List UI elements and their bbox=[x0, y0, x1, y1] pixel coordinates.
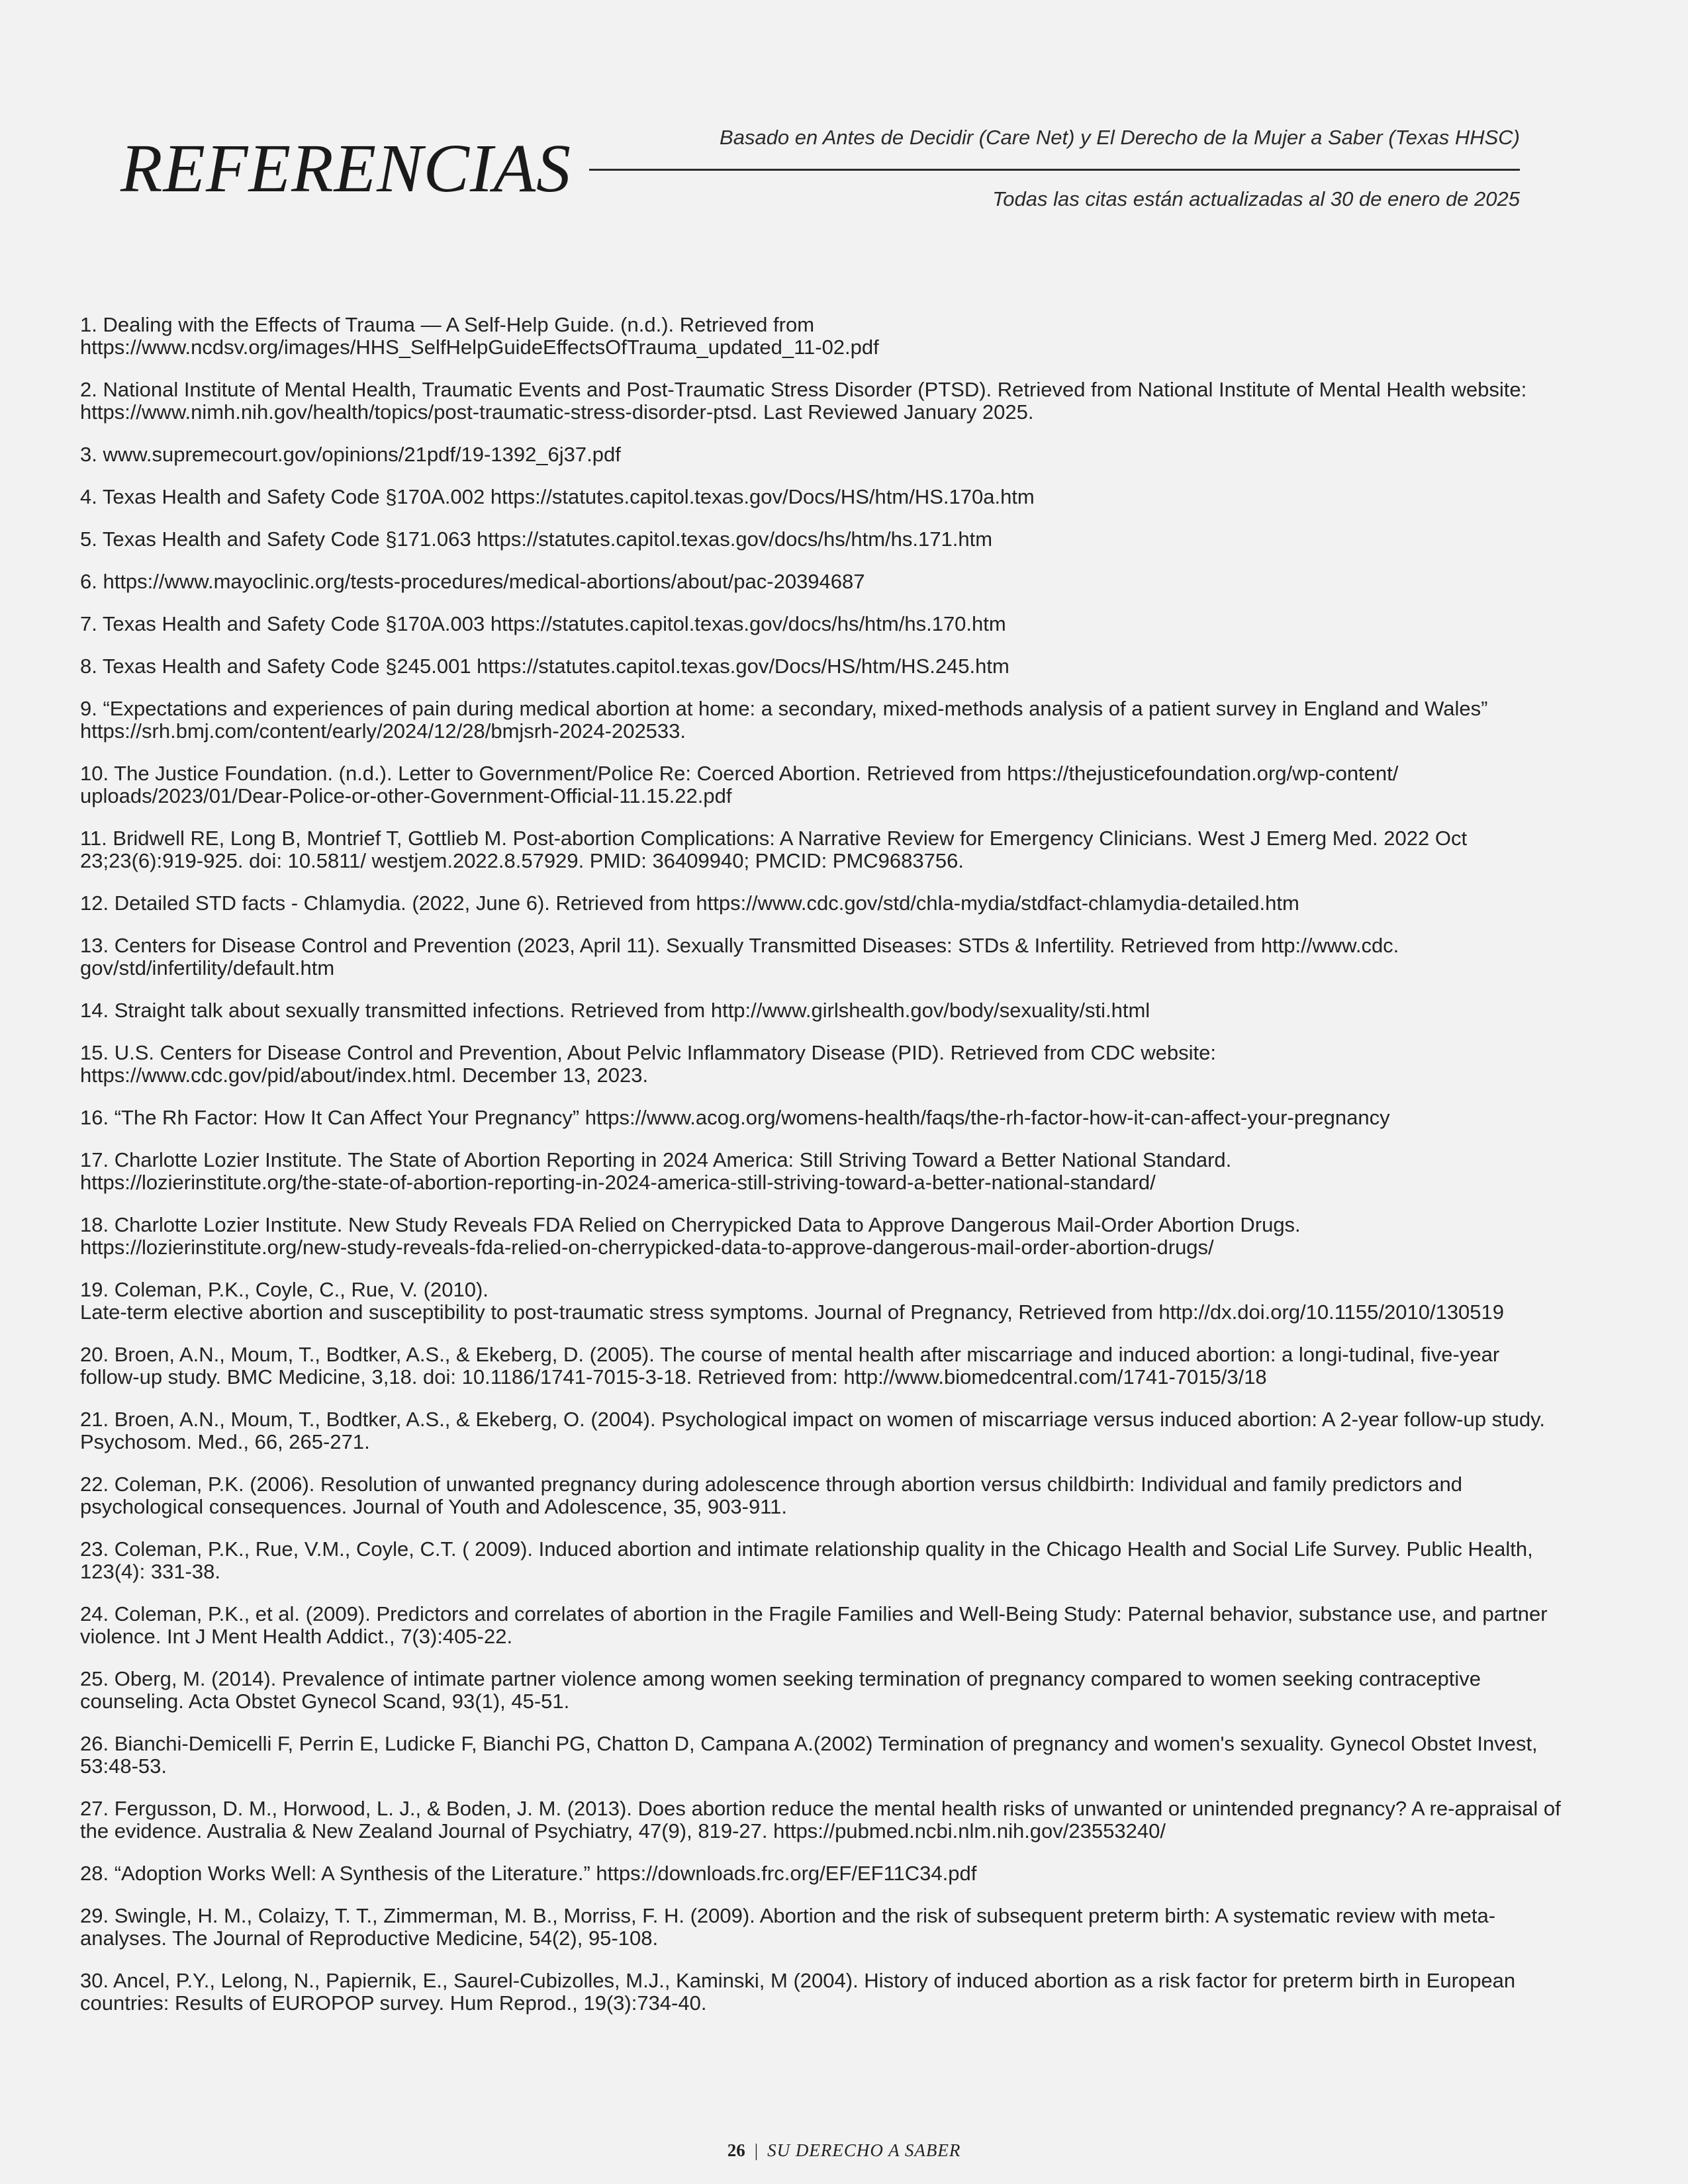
reference-text: 13. Centers for Disease Control and Prevention (2023, April 11). Sexually Transmitted Diseases: STDs & Infertility. Retrieved from http://www.cdc. bbox=[80, 934, 1399, 957]
reference-text: analyses. The Journal of Reproductive Medicine, 54(2), 95-108. bbox=[80, 1927, 659, 1950]
reference-item bbox=[80, 827, 1609, 872]
page-title: REFERENCIAS bbox=[120, 130, 572, 206]
page-number: 26 bbox=[727, 2140, 745, 2160]
reference-text: 123(4): 331-38. bbox=[80, 1560, 220, 1583]
reference-text: https://srh.bmj.com/content/early/2024/12/28/bmjsrh-2024-202533. bbox=[80, 719, 686, 743]
reference-text: 26. Bianchi-Demicelli F, Perrin E, Ludicke F, Bianchi PG, Chatton D, Campana A.(2002) Termination of pregnancy and women's sexuality. Gynecol Obstet Invest, bbox=[80, 1732, 1538, 1755]
reference-text: violence. Int J Ment Health Addict., 7(3):405-22. bbox=[80, 1625, 513, 1648]
reference-item bbox=[80, 528, 1609, 551]
reference-text: 11. Bridwell RE, Long B, Montrief T, Gottlieb M. Post-abortion Complications: A Narrative Review for Emergency Clinicians. West J Emerg Med. 2022 Oct bbox=[80, 827, 1468, 850]
reference-text: 53:48-53. bbox=[80, 1754, 167, 1778]
header-subtitle: Basado en Antes de Decidir (Care Net) y El Derecho de la Mujer a Saber (Texas HHSC) bbox=[720, 126, 1520, 149]
reference-text: uploads/2023/01/Dear-Police-or-other-Government-Official-11.15.22.pdf bbox=[80, 784, 732, 807]
reference-text: 6. https://www.mayoclinic.org/tests-procedures/medical-abortions/about/pac-20394687 bbox=[80, 570, 865, 593]
reference-text: follow-up study. BMC Medicine, 3,18. doi: 10.1186/1741-7015-3-18. Retrieved from: http://www.biomedcentral.com/1741-7015/3/18 bbox=[80, 1365, 1267, 1388]
reference-list bbox=[80, 314, 1609, 2034]
reference-item bbox=[80, 1042, 1609, 1087]
reference-text: 14. Straight talk about sexually transmitted infections. Retrieved from http://www.girlshealth.gov/body/sexuality/sti.html bbox=[80, 999, 1150, 1022]
reference-item bbox=[80, 379, 1609, 424]
reference-item bbox=[80, 1408, 1609, 1453]
reference-item bbox=[80, 762, 1609, 807]
reference-text: 23;23(6):919-925. doi: 10.5811/ westjem.2022.8.57929. PMID: 36409940; PMCID: PMC9683756. bbox=[80, 849, 964, 872]
reference-item bbox=[80, 655, 1609, 678]
reference-item bbox=[80, 934, 1609, 979]
reference-item bbox=[80, 698, 1609, 743]
reference-text: 30. Ancel, P.Y., Lelong, N., Papiernik, E., Saurel-Cubizolles, M.J., Kaminski, M (2004). History of induced abortion as a risk factor for preterm birth in European bbox=[80, 1969, 1516, 1992]
reference-text: https://lozierinstitute.org/new-study-reveals-fda-relied-on-cherrypicked-data-to-approve-dangerous-mail-order-abortion-drugs/ bbox=[80, 1236, 1214, 1259]
reference-text: 18. Charlotte Lozier Institute. New Study Reveals FDA Relied on Cherrypicked Data to Approve Dangerous Mail-Order Abortion Drugs. bbox=[80, 1213, 1301, 1236]
reference-item bbox=[80, 999, 1609, 1022]
reference-text: 17. Charlotte Lozier Institute. The State of Abortion Reporting in 2024 America: Still Striving Toward a Better National Standard. bbox=[80, 1148, 1232, 1171]
reference-text: 25. Oberg, M. (2014). Prevalence of intimate partner violence among women seeking termination of pregnancy compared to women seeking contraceptive bbox=[80, 1667, 1481, 1690]
reference-text: https://www.ncdsv.org/images/HHS_SelfHelpGuideEffectsOfTrauma_updated_11-02.pdf bbox=[80, 336, 879, 359]
reference-item bbox=[80, 613, 1609, 635]
reference-text: 2. National Institute of Mental Health, Traumatic Events and Post-Traumatic Stress Disorder (PTSD). Retrieved from National Institute of Mental Health website: bbox=[80, 378, 1527, 401]
reference-text: 10. The Justice Foundation. (n.d.). Letter to Government/Police Re: Coerced Abortion. Retrieved from https://thejusticefoundation.org/wp-content/ bbox=[80, 762, 1399, 785]
reference-item bbox=[80, 1149, 1609, 1194]
reference-item bbox=[80, 1733, 1609, 1778]
reference-item bbox=[80, 1862, 1609, 1885]
reference-item bbox=[80, 1797, 1609, 1843]
reference-text: 12. Detailed STD facts - Chlamydia. (2022, June 6). Retrieved from https://www.cdc.gov/std/chla-mydia/stdfact-chlamydia-detailed.htm bbox=[80, 891, 1299, 915]
header-date-note: Todas las citas están actualizadas al 30 de enero de 2025 bbox=[992, 187, 1520, 210]
reference-text: psychological consequences. Journal of Youth and Adolescence, 35, 903-911. bbox=[80, 1495, 787, 1518]
reference-item bbox=[80, 1279, 1609, 1324]
reference-text: https://www.nimh.nih.gov/health/topics/post-traumatic-stress-disorder-ptsd. Last Reviewed January 2025. bbox=[80, 400, 1034, 424]
reference-item bbox=[80, 486, 1609, 508]
reference-item bbox=[80, 570, 1609, 593]
reference-text: 29. Swingle, H. M., Colaizy, T. T., Zimmerman, M. B., Morriss, F. H. (2009). Abortion and the risk of subsequent preterm birth: A systematic review with meta- bbox=[80, 1904, 1496, 1927]
reference-text: 3. www.supremecourt.gov/opinions/21pdf/19-1392_6j37.pdf bbox=[80, 443, 621, 466]
footer-separator: | bbox=[754, 2140, 759, 2160]
reference-text: 28. “Adoption Works Well: A Synthesis of the Literature.” https://downloads.frc.org/EF/EF11C34.pdf bbox=[80, 1862, 977, 1885]
reference-item bbox=[80, 1538, 1609, 1583]
reference-text: 8. Texas Health and Safety Code §245.001 https://statutes.capitol.texas.gov/Docs/HS/htm/HS.245.htm bbox=[80, 655, 1009, 678]
reference-text: Late-term elective abortion and susceptibility to post-traumatic stress symptoms. Journal of Pregnancy, Retrieved from http://dx.doi.org/10.1155/2010/130519 bbox=[80, 1300, 1505, 1324]
reference-item bbox=[80, 1970, 1609, 2015]
reference-text: counseling. Acta Obstet Gynecol Scand, 93(1), 45-51. bbox=[80, 1690, 570, 1713]
reference-text: https://www.cdc.gov/pid/about/index.html. December 13, 2023. bbox=[80, 1064, 649, 1087]
reference-text: 20. Broen, A.N., Moum, T., Bodtker, A.S., & Ekeberg, D. (2005). The course of mental health after miscarriage and induced abortion: a longi-tudinal, five-year bbox=[80, 1343, 1500, 1366]
reference-text: 19. Coleman, P.K., Coyle, C., Rue, V. (2010). bbox=[80, 1278, 489, 1301]
publication-title: SU DERECHO A SABER bbox=[767, 2140, 961, 2160]
reference-text: 7. Texas Health and Safety Code §170A.003 https://statutes.capitol.texas.gov/docs/hs/htm/hs.170.htm bbox=[80, 612, 1006, 635]
reference-text: 24. Coleman, P.K., et al. (2009). Predictors and correlates of abortion in the Fragile Families and Well-Being Study: Paternal behavior, substance use, and partner bbox=[80, 1602, 1548, 1625]
reference-text: 1. Dealing with the Effects of Trauma — A Self-Help Guide. (n.d.). Retrieved from bbox=[80, 313, 815, 336]
reference-text: 9. “Expectations and experiences of pain during medical abortion at home: a secondary, mixed-methods analysis of a patient survey in England and Wales” bbox=[80, 697, 1488, 720]
reference-item bbox=[80, 1603, 1609, 1648]
reference-text: 4. Texas Health and Safety Code §170A.002 https://statutes.capitol.texas.gov/Docs/HS/htm/HS.170a.htm bbox=[80, 485, 1035, 508]
reference-text: the evidence. Australia & New Zealand Journal of Psychiatry, 47(9), 819-27. https://pubmed.ncbi.nlm.nih.gov/23553240/ bbox=[80, 1819, 1166, 1843]
reference-text: 5. Texas Health and Safety Code §171.063 https://statutes.capitol.texas.gov/docs/hs/htm/hs.171.htm bbox=[80, 527, 993, 551]
reference-item bbox=[80, 892, 1609, 915]
reference-text: gov/std/infertility/default.htm bbox=[80, 956, 335, 979]
header-divider bbox=[589, 169, 1520, 171]
reference-item bbox=[80, 443, 1609, 466]
reference-text: 27. Fergusson, D. M., Horwood, L. J., & Boden, J. M. (2013). Does abortion reduce the mental health risks of unwanted or unintended pregnancy? A re-appraisal of bbox=[80, 1797, 1561, 1820]
reference-text: 15. U.S. Centers for Disease Control and Prevention, About Pelvic Inflammatory Disease (PID). Retrieved from CDC website: bbox=[80, 1041, 1217, 1064]
reference-text: 22. Coleman, P.K. (2006). Resolution of unwanted pregnancy during adolescence through abortion versus childbirth: Individual and family predictors and bbox=[80, 1473, 1463, 1496]
reference-item bbox=[80, 1668, 1609, 1713]
reference-text: 16. “The Rh Factor: How It Can Affect Your Pregnancy” https://www.acog.org/womens-health/faqs/the-rh-factor-how-it-can-affect-your-pregnancy bbox=[80, 1106, 1390, 1129]
reference-item bbox=[80, 1214, 1609, 1259]
page-footer bbox=[0, 2139, 1688, 2161]
reference-item bbox=[80, 314, 1609, 359]
reference-text: countries: Results of EUROPOP survey. Hum Reprod., 19(3):734-40. bbox=[80, 1991, 707, 2015]
reference-text: 23. Coleman, P.K., Rue, V.M., Coyle, C.T. ( 2009). Induced abortion and intimate relationship quality in the Chicago Health and Social Life Survey. Public Health, bbox=[80, 1537, 1533, 1561]
reference-text: Psychosom. Med., 66, 265-271. bbox=[80, 1430, 370, 1453]
reference-item bbox=[80, 1343, 1609, 1388]
reference-text: https://lozierinstitute.org/the-state-of-abortion-reporting-in-2024-america-still-striving-toward-a-better-national-standard/ bbox=[80, 1171, 1156, 1194]
reference-text: 21. Broen, A.N., Moum, T., Bodtker, A.S., & Ekeberg, O. (2004). Psychological impact on women of miscarriage versus induced abortion: A 2-year follow-up study. bbox=[80, 1408, 1545, 1431]
reference-item bbox=[80, 1473, 1609, 1518]
reference-item bbox=[80, 1905, 1609, 1950]
reference-item bbox=[80, 1107, 1609, 1129]
